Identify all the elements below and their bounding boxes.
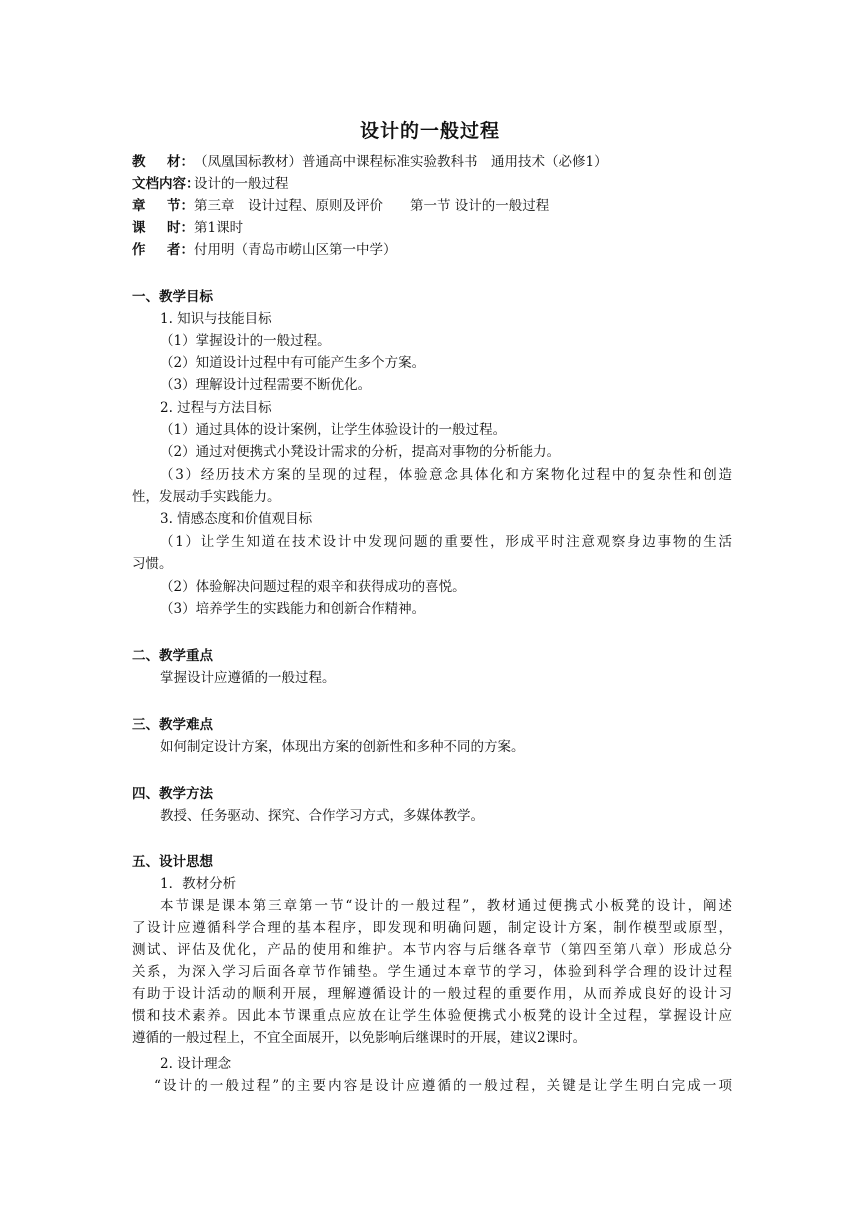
meta-value: 第三章 设计过程、原则及评价 第一节 设计的一般过程	[194, 198, 550, 214]
meta-label: 文档内容：	[132, 176, 200, 192]
meta-chapter	[132, 195, 549, 217]
subheading-design-concept: 2. 设计理念	[160, 1056, 232, 1072]
document-title: 设计的一般过程	[359, 120, 500, 142]
list-item: （2）体验解决问题过程的艰辛和获得成功的喜悦。	[160, 579, 466, 595]
subheading-attitude: 3. 情感态度和价值观目标	[160, 511, 313, 527]
meta-value: 付用明（青岛市崂山区第一中学）	[194, 242, 397, 258]
meta-textbook	[132, 151, 608, 173]
list-item: （1）让学生知道在技术设计中发现问题的重要性，形成平时注意观察身边事物的生活	[160, 534, 732, 550]
paragraph-textbook-analysis: 本节课是课本第三章第一节“设计的一般过程”，教材通过便携式小板凳的设计，阐述 了设计应遵循科学合理的基本程序，即发现和明确问题，制定设计方案，制作模型或原型， 测试、评估及优化，产品的使用和维护。本节内容与后继各章节（第四至第八章）形成总分 关系，为深入学习后面各章节作铺垫。学生通过本章节的学习，体验到科学合理的设计过程 有助于设计活动的顺利开展，理解遵循设计的一般过程的重要作用，从而养成良好的设计习 惯和技术素养。因此本节课重点应放在让学生体验便携式小板凳的设计全过程，掌握设计应 遵循的一般过程上，不宜全面展开，以免影响后继课时的开展，建议2课时。	[132, 898, 732, 1046]
meta-label: 章 节：	[132, 198, 194, 214]
section-heading-methods: 四、教学方法	[132, 786, 213, 802]
meta-content	[132, 173, 289, 195]
list-item: （3）培养学生的实践能力和创新合作精神。	[160, 601, 426, 617]
section-text: 教授、任务驱动、探究、合作学习方式，多媒体教学。	[160, 808, 484, 824]
list-item: （2）知道设计过程中有可能产生多个方案。	[160, 355, 426, 371]
list-item: （1）掌握设计的一般过程。	[160, 333, 331, 349]
list-item: （2）通过对便携式小凳设计需求的分析，提高对事物的分析能力。	[160, 444, 561, 460]
meta-value: 第1课时	[194, 220, 244, 236]
meta-label: 课 时：	[132, 220, 194, 236]
subheading-knowledge: 1. 知识与技能目标	[160, 311, 272, 327]
section-heading-key-points: 二、教学重点	[132, 648, 213, 664]
meta-author	[132, 239, 397, 261]
subheading-textbook-analysis: 1．教材分析	[160, 876, 237, 892]
meta-value: 设计的一般过程	[194, 176, 289, 192]
subheading-process: 2. 过程与方法目标	[160, 400, 272, 416]
meta-label: 作 者：	[132, 242, 194, 258]
list-item: （3）经历技术方案的呈现的过程，体验意念具体化和方案物化过程中的复杂性和创造	[160, 467, 732, 483]
section-heading-objectives: 一、教学目标	[132, 289, 213, 305]
meta-period	[132, 217, 243, 239]
list-item-continued: 习惯。	[132, 556, 173, 572]
list-item: （3）理解设计过程需要不断优化。	[160, 377, 372, 393]
list-item-continued: 性，发展动手实践能力。	[132, 489, 281, 505]
section-text: 如何制定设计方案，体现出方案的创新性和多种不同的方案。	[160, 739, 525, 755]
meta-value: （凤凰国标教材）普通高中课程标准实验教科书 通用技术（必修1）	[194, 154, 608, 170]
list-item: （1）通过具体的设计案例，让学生体验设计的一般过程。	[160, 422, 507, 438]
section-heading-design-ideas: 五、设计思想	[132, 854, 213, 870]
section-text: 掌握设计应遵循的一般过程。	[160, 670, 336, 686]
section-heading-difficulties: 三、教学难点	[132, 717, 213, 733]
paragraph-design-concept: “设计的一般过程”的主要内容是设计应遵循的一般过程，关键是让学生明白完成一项	[154, 1078, 732, 1094]
meta-label: 教 材：	[132, 154, 194, 170]
